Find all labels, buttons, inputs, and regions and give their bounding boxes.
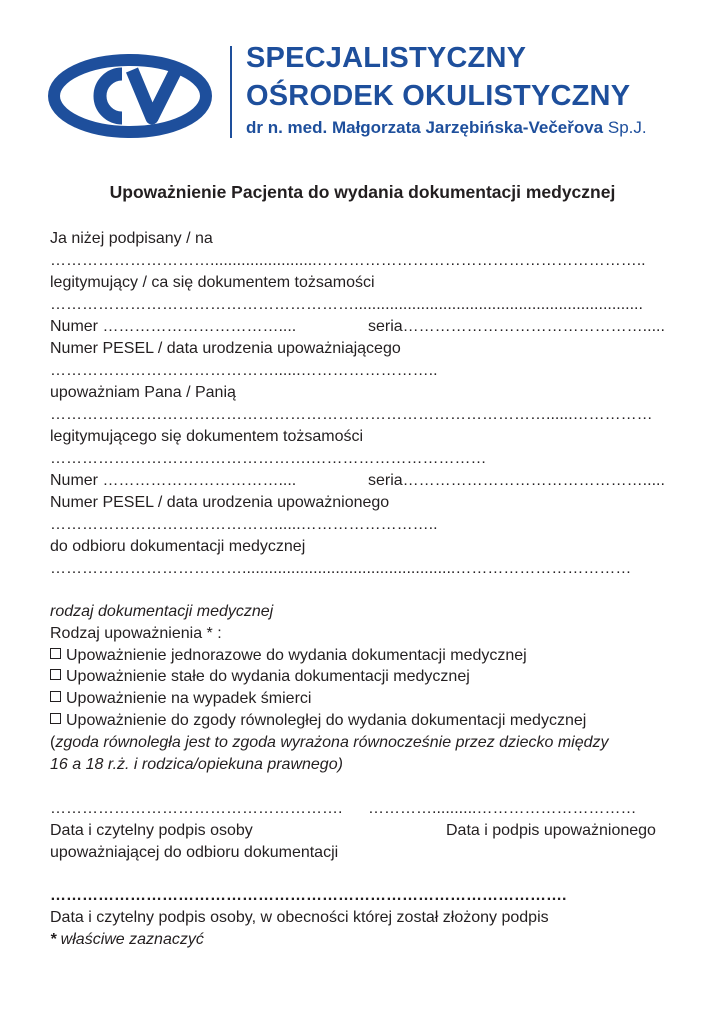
footnote bbox=[50, 930, 204, 950]
grantor-signature-field[interactable]: ………………………………………………. bbox=[50, 800, 343, 817]
option-parallel-consent-label: Upoważnienie do zgody równoległej do wydania dokumentacji medycznej bbox=[66, 712, 587, 729]
grantor-label: Ja niżej podpisany / na bbox=[50, 230, 213, 247]
documentation-type-label: rodzaj dokumentacji medycznej bbox=[50, 603, 274, 620]
purpose-field[interactable]: ………………………………................................................…………………………… bbox=[50, 560, 632, 577]
grantee-label: upoważniam Pana / Panią bbox=[50, 384, 236, 401]
grantor-id-series-field[interactable]: seria………………………………………..... bbox=[368, 318, 665, 335]
grantor-signature-label-2: upoważniającej do odbioru dokumentacji bbox=[50, 844, 339, 861]
option-one-time-label: Upoważnienie jednorazowe do wydania dokumentacji medycznej bbox=[66, 647, 527, 664]
grantor-id-field[interactable]: …………………………………………………................................................................. bbox=[50, 296, 643, 313]
document-title: Upoważnienie Pacjenta do wydania dokumentacji medycznej bbox=[109, 182, 616, 202]
header-divider bbox=[230, 46, 232, 138]
grantee-signature-field[interactable]: …………..........………………………… bbox=[368, 800, 637, 817]
grantee-name-field[interactable]: …………………………………………………………………………………......…………… bbox=[50, 406, 653, 423]
checkbox-death[interactable] bbox=[50, 691, 61, 702]
witness-signature-label: Data i czytelny podpis osoby, w obecności której został złożony podpis bbox=[50, 909, 549, 926]
footnote-star: * bbox=[50, 931, 57, 948]
option-one-time[interactable] bbox=[50, 646, 527, 666]
grantor-name-field[interactable]: …………………………........................…………………………………………………….. bbox=[50, 252, 646, 269]
footnote-text: właściwe zaznaczyć bbox=[56, 931, 204, 948]
brand-line-3 bbox=[246, 118, 647, 138]
option-death[interactable] bbox=[50, 689, 311, 709]
option-permanent[interactable] bbox=[50, 667, 470, 687]
brand-doctor-name: dr n. med. Małgorzata Jarzębińska-Večeřova bbox=[246, 118, 604, 137]
grantee-pesel-field[interactable]: ……………………………………......…………………….. bbox=[50, 516, 438, 533]
authorization-type-label: Rodzaj upoważnienia * : bbox=[50, 625, 222, 642]
grantor-id-number-field[interactable]: Numer …………………………….... bbox=[50, 318, 297, 335]
parallel-consent-note-2: 16 a 18 r.ż. i rodzica/opiekuna prawnego) bbox=[50, 756, 343, 773]
grantor-pesel-label: Numer PESEL / data urodzenia upoważniającego bbox=[50, 340, 401, 357]
checkbox-one-time[interactable] bbox=[50, 648, 61, 659]
grantee-id-label: legitymującego się dokumentem tożsamości bbox=[50, 428, 364, 445]
brand-line-2: OŚRODEK OKULISTYCZNY bbox=[246, 80, 631, 112]
note-open-paren: ( bbox=[50, 734, 56, 751]
parallel-consent-note-1 bbox=[50, 733, 609, 753]
grantee-pesel-label: Numer PESEL / data urodzenia upoważnionego bbox=[50, 494, 390, 511]
grantee-id-series-field[interactable]: seria………………………………………..... bbox=[368, 472, 665, 489]
brand-company-suffix: Sp.J. bbox=[607, 118, 647, 137]
note-text-1: zgoda równoległa jest to zgoda wyrażona równocześnie przez dziecko między bbox=[55, 734, 609, 751]
grantor-signature-label-1: Data i czytelny podpis osoby bbox=[50, 822, 253, 839]
letterhead bbox=[0, 0, 725, 160]
grantor-id-label: legitymujący / ca się dokumentem tożsamości bbox=[50, 274, 375, 291]
grantor-pesel-field[interactable]: ……………………………………......…………………….. bbox=[50, 362, 438, 379]
option-death-label: Upoważnienie na wypadek śmierci bbox=[66, 690, 312, 707]
grantee-signature-label: Data i podpis upoważnionego bbox=[446, 822, 656, 839]
witness-signature-field[interactable]: ……………………………………………………………………………………. bbox=[50, 887, 567, 904]
cv-eye-logo-icon bbox=[48, 52, 212, 140]
purpose-label: do odbioru dokumentacji medycznej bbox=[50, 538, 306, 555]
grantee-id-number-field[interactable]: Numer …………………………….... bbox=[50, 472, 297, 489]
option-parallel-consent[interactable] bbox=[50, 711, 586, 731]
option-permanent-label: Upoważnienie stałe do wydania dokumentacji medycznej bbox=[66, 668, 470, 685]
grantee-id-field[interactable]: ………………………………………….…………………………… bbox=[50, 450, 487, 467]
checkbox-parallel-consent[interactable] bbox=[50, 713, 61, 724]
checkbox-permanent[interactable] bbox=[50, 669, 61, 680]
brand-line-1: SPECJALISTYCZNY bbox=[246, 42, 527, 74]
